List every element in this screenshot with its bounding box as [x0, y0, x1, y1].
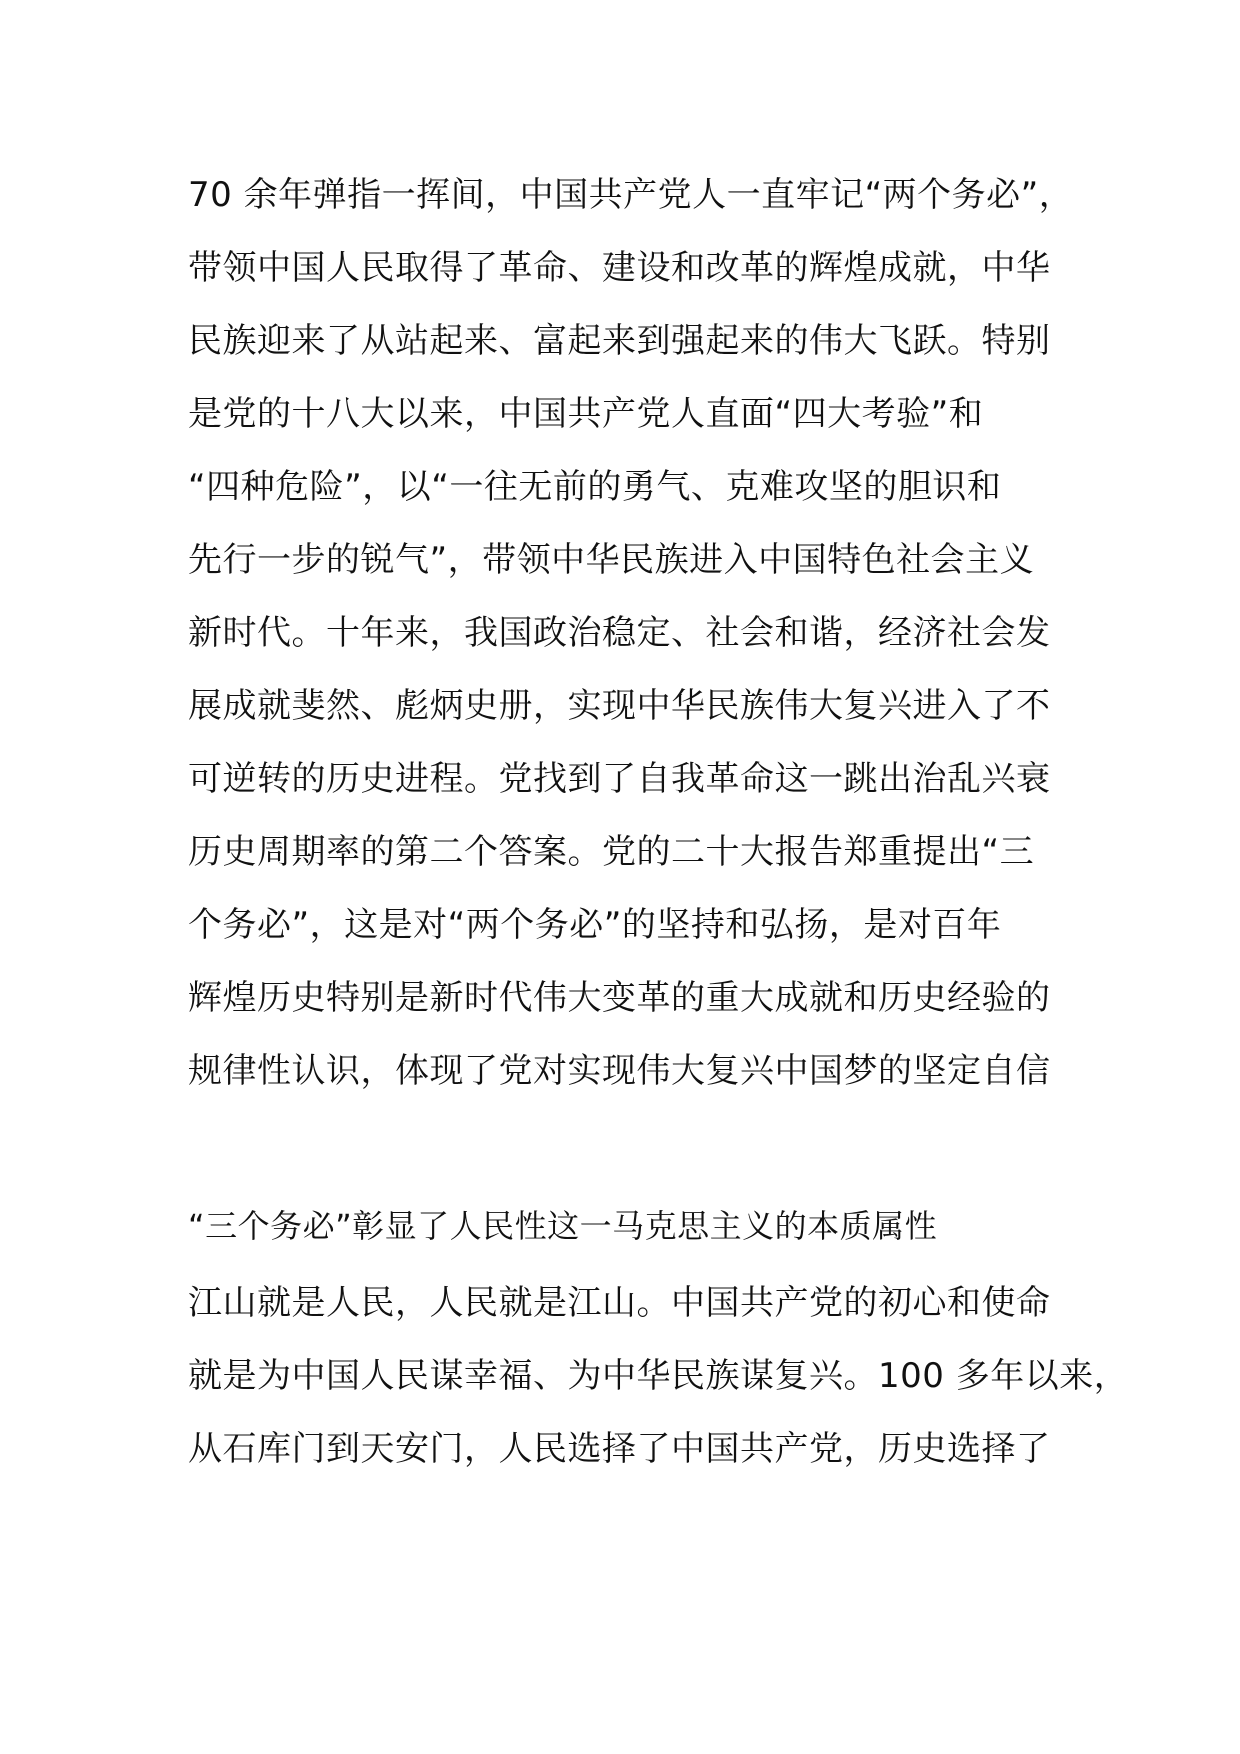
text-line: 民族迎来了从站起来、富起来到强起来的伟大飞跃。特别 [188, 321, 1051, 361]
text-line: 是党的十八大以来，中国共产党人直面“四大考验”和 [188, 394, 984, 434]
text-line: 先行一步的锐气”，带领中华民族进入中国特色社会主义 [188, 540, 1035, 580]
section-heading: “三个务必”彰显了人民性这一马克思主义的本质属性 [188, 1207, 938, 1245]
text-line: 就是为中国人民谋幸福、为中华民族谋复兴。100 多年以来， [188, 1356, 1129, 1396]
text-line: 展成就斐然、彪炳史册，实现中华民族伟大复兴进入了不 [188, 686, 1051, 726]
text-line: 70 余年弹指一挥间，中国共产党人一直牢记“两个务必”， [188, 175, 1074, 215]
text-line: 可逆转的历史进程。党找到了自我革命这一跳出治乱兴衰 [188, 759, 1051, 799]
text-line: 历史周期率的第二个答案。党的二十大报告郑重提出“三 [188, 832, 1035, 872]
text-line: 规律性认识，体现了党对实现伟大复兴中国梦的坚定自信 [188, 1051, 1051, 1091]
text-line: 从石库门到天安门，人民选择了中国共产党，历史选择了 [188, 1429, 1051, 1469]
text-line: 辉煌历史特别是新时代伟大变革的重大成就和历史经验的 [188, 978, 1051, 1018]
text-line: 带领中国人民取得了革命、建设和改革的辉煌成就，中华 [188, 248, 1051, 288]
text-line: “四种危险”，以“一往无前的勇气、克难攻坚的胆识和 [188, 467, 1002, 507]
text-line: 个务必”，这是对“两个务必”的坚持和弘扬，是对百年 [188, 905, 1002, 945]
text-line: 新时代。十年来，我国政治稳定、社会和谐，经济社会发 [188, 613, 1051, 653]
text-line: 江山就是人民，人民就是江山。中国共产党的初心和使命 [188, 1283, 1051, 1323]
